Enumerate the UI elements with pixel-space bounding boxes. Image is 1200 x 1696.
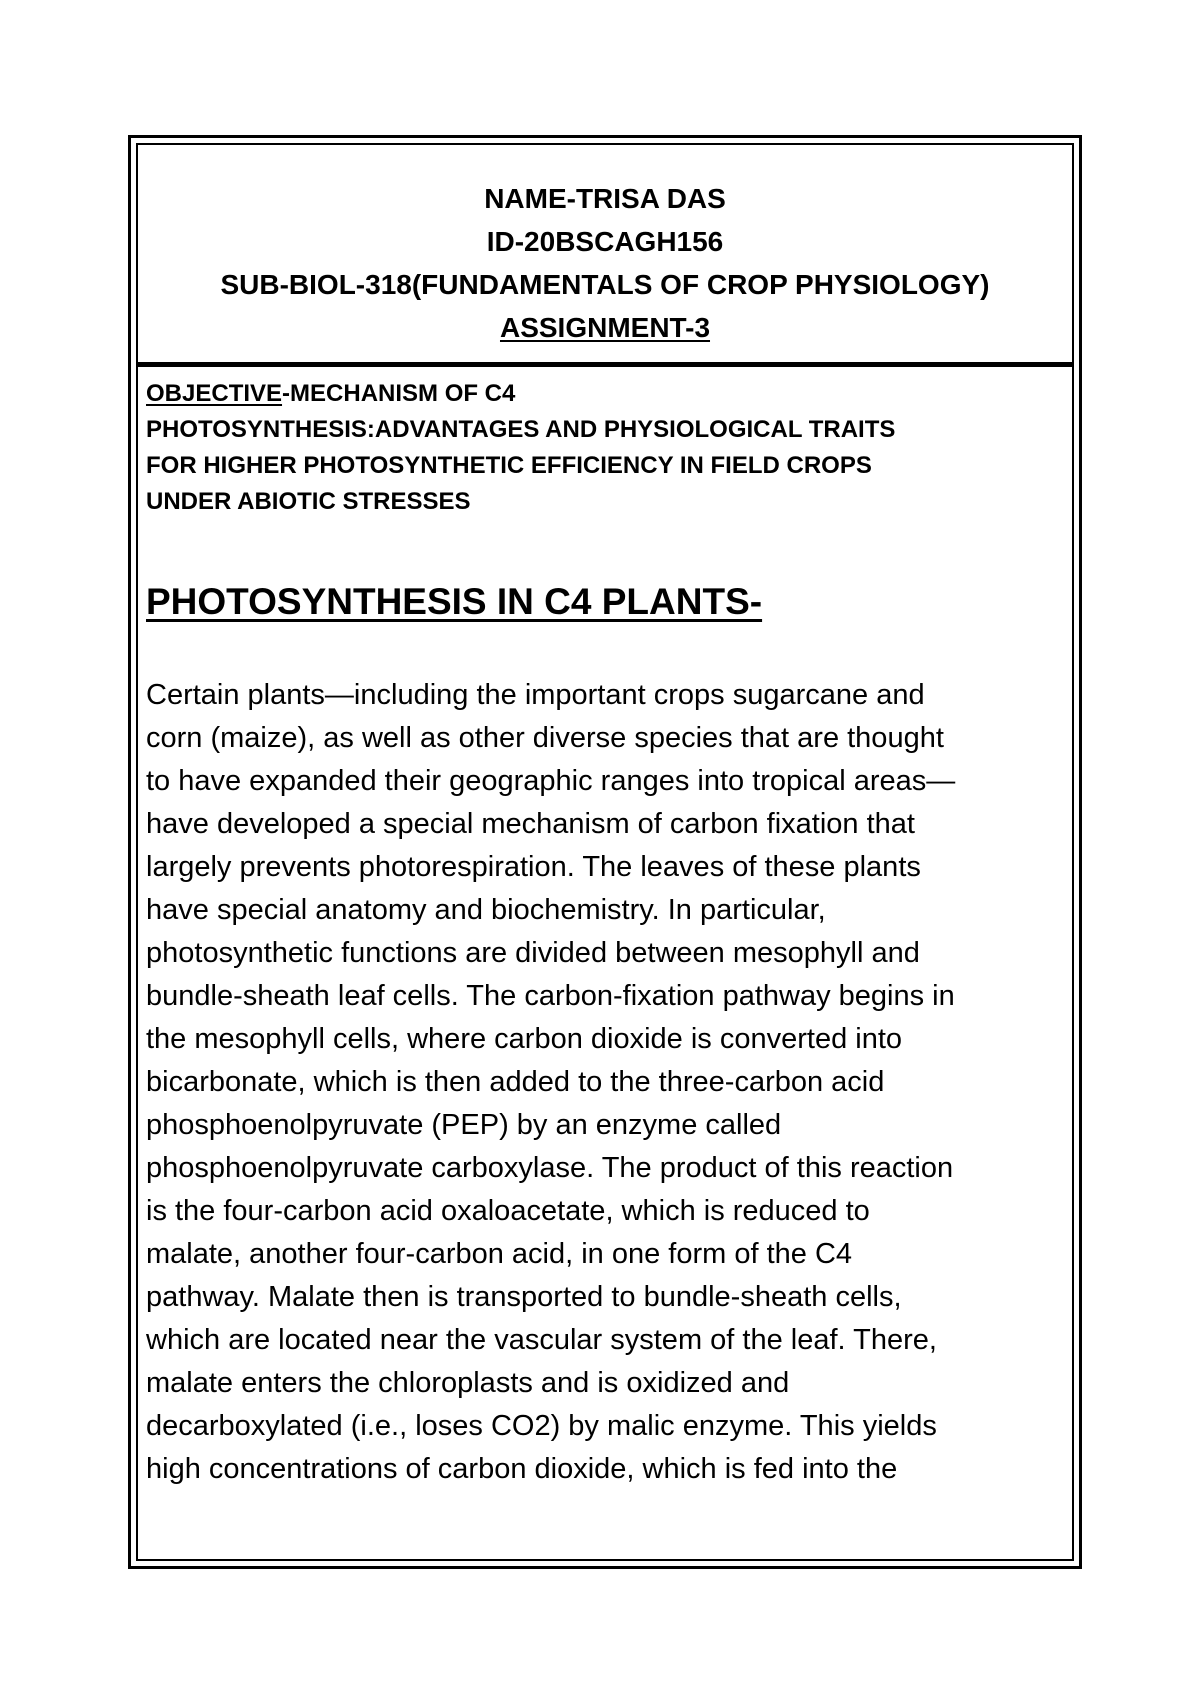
objective-line-1-text: -MECHANISM OF C4 <box>282 380 516 407</box>
body-line: pathway. Malate then is transported to bundle-sheath cells, <box>146 1281 902 1313</box>
body-line: Certain plants—including the important crops sugarcane and <box>146 679 925 711</box>
body-line: have special anatomy and biochemistry. In particular, <box>146 894 826 926</box>
body-line: photosynthetic functions are divided between mesophyll and <box>146 937 920 969</box>
body-line: largely prevents photorespiration. The leaves of these plants <box>146 851 921 883</box>
body-line: high concentrations of carbon dioxide, which is fed into the <box>146 1453 898 1485</box>
body-line: malate enters the chloroplasts and is oxidized and <box>146 1367 790 1399</box>
objective-line-4: UNDER ABIOTIC STRESSES <box>146 488 471 515</box>
body-line: phosphoenolpyruvate (PEP) by an enzyme called <box>146 1109 782 1141</box>
student-id: ID-20BSCAGH156 <box>486 226 724 257</box>
body-line: malate, another four-carbon acid, in one form of the C4 <box>146 1238 853 1270</box>
body-line: bundle-sheath leaf cells. The carbon-fixation pathway begins in <box>146 980 955 1012</box>
body-line: have developed a special mechanism of carbon fixation that <box>146 808 915 840</box>
header-divider <box>136 362 1074 367</box>
objective-line-3: FOR HIGHER PHOTOSYNTHETIC EFFICIENCY IN FIELD CROPS <box>146 452 872 479</box>
subject-title: SUB-BIOL-318(FUNDAMENTALS OF CROP PHYSIOLOGY) <box>220 269 990 300</box>
objective-line-1 <box>146 376 1046 412</box>
header-block <box>136 143 1074 365</box>
objective-line-2: PHOTOSYNTHESIS:ADVANTAGES AND PHYSIOLOGICAL TRAITS <box>146 416 896 443</box>
body-line: corn (maize), as well as other diverse species that are thought <box>146 722 944 754</box>
body-line: to have expanded their geographic ranges into tropical areas— <box>146 765 956 797</box>
objective-block <box>146 376 1046 520</box>
objective-label: OBJECTIVE <box>146 380 283 407</box>
body-line: which are located near the vascular system of the leaf. There, <box>146 1324 937 1356</box>
body-line: bicarbonate, which is then added to the three-carbon acid <box>146 1066 885 1098</box>
body-paragraph <box>146 674 1066 1491</box>
section-heading: PHOTOSYNTHESIS IN C4 PLANTS- <box>146 581 763 622</box>
body-line: the mesophyll cells, where carbon dioxide is converted into <box>146 1023 903 1055</box>
body-line: phosphoenolpyruvate carboxylase. The product of this reaction <box>146 1152 954 1184</box>
assignment-title <box>136 306 1074 349</box>
body-line: is the four-carbon acid oxaloacetate, which is reduced to <box>146 1195 870 1227</box>
body-line: decarboxylated (i.e., loses CO2) by malic enzyme. This yields <box>146 1410 937 1442</box>
assignment-label: ASSIGNMENT-3 <box>499 312 711 343</box>
student-name: NAME-TRISA DAS <box>484 183 726 214</box>
